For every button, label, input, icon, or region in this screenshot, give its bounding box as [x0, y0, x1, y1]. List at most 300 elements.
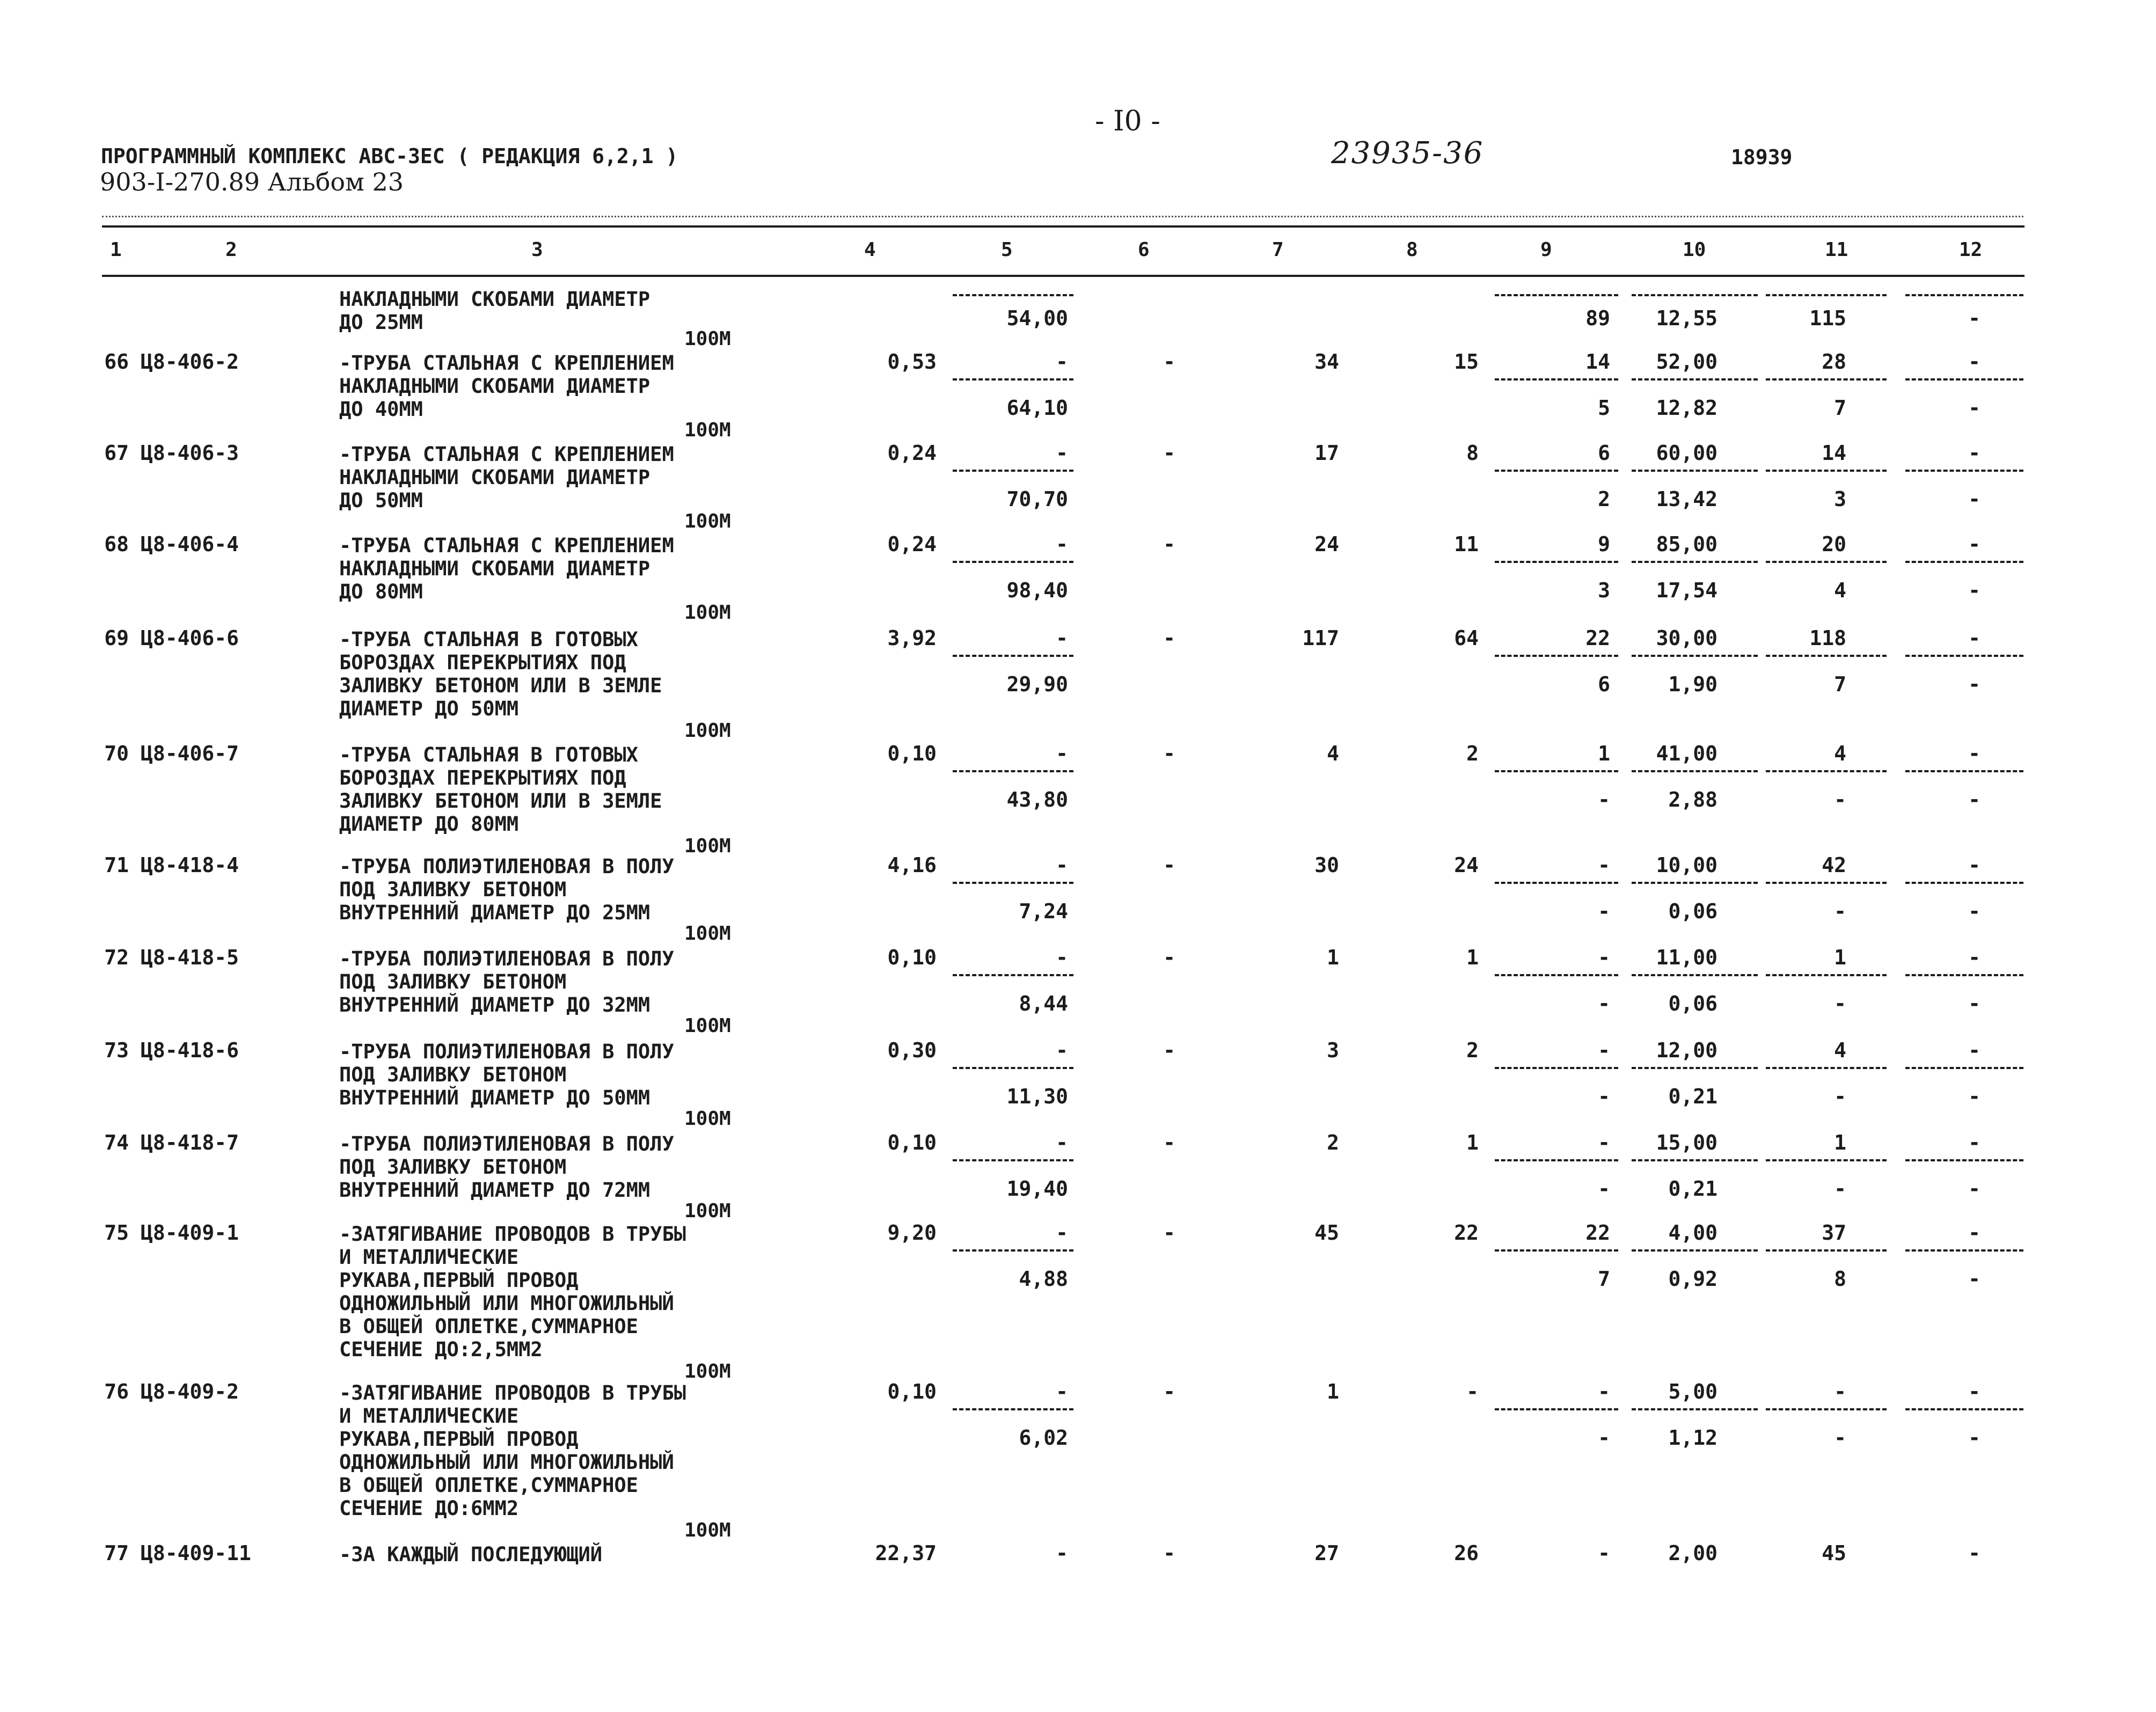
cell-col6: -: [1163, 853, 1175, 877]
fraction-line: [1766, 655, 1887, 657]
cell-col9-bottom: -: [1598, 1177, 1610, 1201]
row-description-line: ВНУТРЕННИЙ ДИАМЕТР ДО 25ММ: [339, 901, 651, 924]
row-number: 70: [104, 742, 129, 765]
fraction-line: [1766, 1067, 1887, 1069]
cell-col6: -: [1163, 350, 1175, 374]
cell-col11-top: 14: [1822, 441, 1846, 465]
cell-col8: 22: [1454, 1221, 1479, 1245]
cell-col12-top: -: [1968, 1131, 1980, 1154]
cell-col11-bottom: 8: [1834, 1267, 1846, 1291]
cell-col12-bottom: -: [1968, 899, 1980, 923]
cell-col6: -: [1163, 1221, 1175, 1245]
cell-col9-bottom: 3: [1598, 579, 1610, 602]
row-description-line: В ОБЩЕЙ ОПЛЕТКЕ,СУММАРНОЕ: [339, 1474, 638, 1497]
row-description-line: -ЗАТЯГИВАНИЕ ПРОВОДОВ В ТРУБЫ: [339, 1223, 686, 1246]
cell-col5-bottom: 7,24: [1019, 899, 1068, 923]
fraction-line: [1766, 974, 1887, 976]
unit-label: 100М: [684, 510, 731, 532]
cell-col11-top: 20: [1822, 532, 1846, 556]
fraction-line: [1495, 470, 1618, 472]
row-description-line: ВНУТРЕННИЙ ДИАМЕТР ДО 50ММ: [339, 1086, 651, 1109]
cell-col10-bottom: 12,55: [1656, 306, 1718, 330]
cell-col12-bottom: -: [1968, 1426, 1980, 1450]
fraction-line: [953, 655, 1073, 657]
album-label: 903-I-270.89 Альбом 23: [100, 167, 404, 196]
row-description-line: БОРОЗДАХ ПЕРЕКРЫТИЯХ ПОД: [339, 766, 626, 789]
fraction-line: [1905, 470, 2023, 472]
cell-col10-bottom: 0,06: [1668, 899, 1718, 923]
row-description-line: -ЗАТЯГИВАНИЕ ПРОВОДОВ В ТРУБЫ: [339, 1381, 686, 1404]
cell-col7: 34: [1314, 350, 1339, 374]
resource-code: Ц8-418-5: [141, 946, 239, 969]
cell-col11-bottom: -: [1834, 899, 1846, 923]
page-number: - I0 -: [1095, 105, 1160, 137]
cell-col5-top: -: [1056, 742, 1068, 765]
cell-col12-top: -: [1968, 1221, 1980, 1245]
cell-col5-bottom: 70,70: [1006, 487, 1068, 511]
cell-col5-top: -: [1056, 441, 1068, 465]
unit-label: 100М: [684, 602, 731, 624]
row-description-line: БОРОЗДАХ ПЕРЕКРЫТИЯХ ПОД: [339, 651, 626, 674]
row-number: 69: [104, 626, 129, 650]
fraction-line: [1905, 1159, 2023, 1161]
row-description-line: ОДНОЖИЛЬНЫЙ ИЛИ МНОГОЖИЛЬНЫЙ: [339, 1451, 674, 1474]
cell-col9-top: 22: [1585, 626, 1610, 650]
cell-col7: 27: [1314, 1541, 1339, 1565]
cell-col12-bottom: -: [1968, 672, 1980, 696]
column-header-12: 12: [1959, 239, 1983, 261]
fraction-line: [1905, 974, 2023, 976]
row-description-line: ВНУТРЕННИЙ ДИАМЕТР ДО 72ММ: [339, 1179, 651, 1202]
column-header-5: 5: [1001, 239, 1013, 261]
cell-col4: 0,24: [887, 441, 937, 465]
row-description-line: СЕЧЕНИЕ ДО:2,5ММ2: [339, 1338, 543, 1361]
cell-col10-top: 60,00: [1656, 441, 1718, 465]
cell-col5-bottom: 6,02: [1019, 1426, 1068, 1450]
cell-col12-top: -: [1968, 350, 1980, 374]
cell-col9-top: 6: [1598, 441, 1610, 465]
column-header-1: 1: [110, 239, 122, 261]
header-bottom-rule: [102, 275, 2025, 277]
cell-col5-top: -: [1056, 1380, 1068, 1403]
row-description-line: -ЗА КАЖДЫЙ ПОСЛЕДУЮЩИЙ: [339, 1543, 603, 1566]
column-header-3: 3: [531, 239, 543, 261]
resource-code: Ц8-406-2: [141, 350, 239, 374]
cell-col10-bottom: 17,54: [1656, 579, 1718, 602]
cell-col5-top: -: [1056, 532, 1068, 556]
fraction-line: [953, 1249, 1073, 1252]
fraction-line: [953, 1159, 1073, 1161]
fraction-line: [1495, 378, 1618, 381]
row-description-line: ЗАЛИВКУ БЕТОНОМ ИЛИ В ЗЕМЛЕ: [339, 789, 662, 813]
row-description-line: -ТРУБА СТАЛЬНАЯ В ГОТОВЫХ: [339, 743, 638, 766]
row-description-line: -ТРУБА СТАЛЬНАЯ С КРЕПЛЕНИЕМ: [339, 443, 674, 466]
fraction-line: [953, 470, 1073, 472]
cell-col9-top: -: [1598, 853, 1610, 877]
cell-col4: 0,30: [887, 1038, 937, 1062]
cell-col5-top: -: [1056, 946, 1068, 969]
row-description-line: СЕЧЕНИЕ ДО:6ММ2: [339, 1497, 519, 1520]
fraction-line: [953, 882, 1073, 884]
resource-code: Ц8-406-4: [141, 532, 239, 556]
unit-label: 100М: [684, 835, 731, 857]
cell-col11-top: 4: [1834, 1038, 1846, 1062]
row-number: 73: [104, 1038, 129, 1062]
resource-code: Ц8-409-1: [141, 1221, 239, 1245]
row-number: 66: [104, 350, 129, 374]
program-line: ПРОГРАММНЫЙ КОМПЛЕКС АВС-3ЕС ( РЕДАКЦИЯ 6,2,1 ): [101, 144, 678, 168]
fraction-line: [953, 378, 1073, 381]
row-description-line: НАКЛАДНЫМИ СКОБАМИ ДИАМЕТР: [339, 557, 651, 580]
cell-col11-top: 28: [1822, 350, 1846, 374]
fraction-line: [1905, 655, 2023, 657]
cell-col6: -: [1163, 626, 1175, 650]
row-description-line: ПОД ЗАЛИВКУ БЕТОНОМ: [339, 1155, 567, 1179]
row-description-line: ДИАМЕТР ДО 80ММ: [339, 813, 519, 836]
cell-col11-top: 1: [1834, 946, 1846, 969]
cell-col5-bottom: 19,40: [1006, 1177, 1068, 1201]
row-description-line: И МЕТАЛЛИЧЕСКИЕ: [339, 1246, 519, 1269]
fraction-line: [1632, 378, 1758, 381]
cell-col11-bottom: 7: [1834, 672, 1846, 696]
cell-col12-top: -: [1968, 1380, 1980, 1403]
fraction-line: [1632, 770, 1758, 772]
fraction-line: [1766, 1159, 1887, 1161]
cell-col12-top: -: [1968, 742, 1980, 765]
fraction-line: [1632, 1249, 1758, 1252]
cell-col12-bottom: -: [1968, 396, 1980, 420]
cell-col11-bottom: -: [1834, 788, 1846, 811]
row-description-line: И МЕТАЛЛИЧЕСКИЕ: [339, 1404, 519, 1428]
cell-col5-bottom: 64,10: [1006, 396, 1068, 420]
header-top-rule: [102, 225, 2025, 228]
cell-col7: 3: [1327, 1038, 1339, 1062]
cell-col9-top: -: [1598, 1038, 1610, 1062]
cell-col6: -: [1163, 1038, 1175, 1062]
row-number: 72: [104, 946, 129, 969]
unit-label: 100М: [684, 1360, 731, 1382]
cell-col11-bottom: -: [1834, 1426, 1846, 1450]
fraction-line: [1766, 882, 1887, 884]
cell-col11-top: 1: [1834, 1131, 1846, 1154]
fraction-line: [1495, 974, 1618, 976]
cell-col5-top: -: [1056, 1541, 1068, 1565]
cell-col9-top: 14: [1585, 350, 1610, 374]
cell-col9-top: -: [1598, 1541, 1610, 1565]
cell-col6: -: [1163, 441, 1175, 465]
fraction-line: [1905, 294, 2023, 296]
cell-col10-bottom: 13,42: [1656, 487, 1718, 511]
fraction-line: [1905, 882, 2023, 884]
row-description-line: РУКАВА,ПЕРВЫЙ ПРОВОД: [339, 1428, 579, 1451]
cell-col4: 0,24: [887, 532, 937, 556]
row-number: 71: [104, 853, 129, 877]
fraction-line: [1766, 1408, 1887, 1410]
cell-col8: 1: [1466, 1131, 1479, 1154]
cell-col9-bottom: 5: [1598, 396, 1610, 420]
cell-col10-top: 85,00: [1656, 532, 1718, 556]
cell-col11-bottom: 3: [1834, 487, 1846, 511]
cell-col7: 17: [1314, 441, 1339, 465]
row-number: 76: [104, 1380, 129, 1403]
row-number: 75: [104, 1221, 129, 1245]
cell-col4: 0,10: [887, 1131, 937, 1154]
cell-col9-bottom: -: [1598, 1085, 1610, 1108]
cell-col12-bottom: -: [1968, 1177, 1980, 1201]
cell-col10-bottom: 0,06: [1668, 992, 1718, 1015]
fraction-line: [1766, 470, 1887, 472]
fraction-line: [953, 561, 1073, 563]
fraction-line: [953, 294, 1073, 296]
resource-code: Ц8-406-7: [141, 742, 239, 765]
cell-col11-top: 37: [1822, 1221, 1846, 1245]
cell-col9-bottom: 7: [1598, 1267, 1610, 1291]
fraction-line: [1632, 974, 1758, 976]
unit-label: 100М: [684, 720, 731, 742]
cell-col10-top: 2,00: [1668, 1541, 1718, 1565]
cell-col4: 0,53: [887, 350, 937, 374]
cell-col11-bottom: 4: [1834, 579, 1846, 602]
cell-col9-bottom: -: [1598, 992, 1610, 1015]
row-description-line: -ТРУБА ПОЛИЭТИЛЕНОВАЯ В ПОЛУ: [339, 855, 674, 878]
cell-col7: 24: [1314, 532, 1339, 556]
fraction-line: [1905, 1249, 2023, 1252]
cell-col6: -: [1163, 1380, 1175, 1403]
cell-col6: -: [1163, 946, 1175, 969]
column-header-9: 9: [1540, 239, 1552, 261]
cell-col10-bottom: 1,90: [1668, 672, 1718, 696]
row-number: 74: [104, 1131, 129, 1154]
cell-col12-bottom: -: [1968, 579, 1980, 602]
fraction-line: [1495, 882, 1618, 884]
cell-col10-top: 15,00: [1656, 1131, 1718, 1154]
fraction-line: [1632, 1408, 1758, 1410]
row-number: 77: [104, 1541, 129, 1565]
cell-col9-top: 22: [1585, 1221, 1610, 1245]
cell-col7: 4: [1327, 742, 1339, 765]
unit-label: 100М: [684, 923, 731, 945]
unit-label: 100М: [684, 419, 731, 441]
resource-code: Ц8-418-6: [141, 1038, 239, 1062]
cell-col8: 24: [1454, 853, 1479, 877]
cell-col12-top: -: [1968, 441, 1980, 465]
unit-label: 100М: [684, 1200, 731, 1222]
unit-label: 100М: [684, 1015, 731, 1037]
cell-col9-top: -: [1598, 1380, 1610, 1403]
fraction-line: [1905, 770, 2023, 772]
row-description-line: ДО 25ММ: [339, 311, 423, 334]
cell-col9-top: 9: [1598, 532, 1610, 556]
cell-col12-top: -: [1968, 626, 1980, 650]
row-description-line: ЗАЛИВКУ БЕТОНОМ ИЛИ В ЗЕМЛЕ: [339, 674, 662, 697]
cell-col5-bottom: 43,80: [1006, 788, 1068, 811]
cell-col7: 117: [1302, 626, 1339, 650]
cell-col11-top: 118: [1809, 626, 1846, 650]
cell-col7: 1: [1327, 1380, 1339, 1403]
fraction-line: [1632, 882, 1758, 884]
cell-col4: 22,37: [875, 1541, 937, 1565]
fraction-line: [1766, 294, 1887, 296]
cell-col7: 45: [1314, 1221, 1339, 1245]
cell-col10-bottom: 0,92: [1668, 1267, 1718, 1291]
row-description-line: НАКЛАДНЫМИ СКОБАМИ ДИАМЕТР: [339, 288, 651, 311]
cell-col11-top: -: [1834, 1380, 1846, 1403]
unit-label: 100М: [684, 1108, 731, 1130]
fraction-line: [1495, 770, 1618, 772]
cell-col5-top: -: [1056, 853, 1068, 877]
cell-col11-bottom: -: [1834, 1177, 1846, 1201]
fraction-line: [1632, 470, 1758, 472]
cell-col9-top: 1: [1598, 742, 1610, 765]
column-header-4: 4: [864, 239, 876, 261]
fraction-line: [1905, 378, 2023, 381]
row-description-line: ДО 40ММ: [339, 398, 423, 421]
cell-col11-top: 4: [1834, 742, 1846, 765]
fraction-line: [1905, 1067, 2023, 1069]
cell-col11-top: 45: [1822, 1541, 1846, 1565]
cell-col7: 2: [1327, 1131, 1339, 1154]
cell-col10-top: 12,00: [1656, 1038, 1718, 1062]
cell-col10-top: 30,00: [1656, 626, 1718, 650]
row-description-line: ДИАМЕТР ДО 50ММ: [339, 697, 519, 720]
cell-col10-top: 4,00: [1668, 1221, 1718, 1245]
resource-code: Ц8-418-7: [141, 1131, 239, 1154]
cell-col5-bottom: 8,44: [1019, 992, 1068, 1015]
cell-col5-top: -: [1056, 1038, 1068, 1062]
cell-col4: 0,10: [887, 742, 937, 765]
fraction-line: [953, 770, 1073, 772]
cell-col6: -: [1163, 742, 1175, 765]
row-description-line: ВНУТРЕННИЙ ДИАМЕТР ДО 32ММ: [339, 993, 651, 1016]
cell-col10-bottom: 0,21: [1668, 1085, 1718, 1108]
row-description-line: НАКЛАДНЫМИ СКОБАМИ ДИАМЕТР: [339, 375, 651, 398]
cell-col6: -: [1163, 532, 1175, 556]
cell-col8: 11: [1454, 532, 1479, 556]
column-header-2: 2: [225, 239, 237, 261]
cell-col8: -: [1466, 1380, 1479, 1403]
cell-col9-top: -: [1598, 946, 1610, 969]
resource-code: Ц8-406-3: [141, 441, 239, 465]
cell-col10-bottom: 0,21: [1668, 1177, 1718, 1201]
cell-col5-top: -: [1056, 1221, 1068, 1245]
fraction-line: [1495, 655, 1618, 657]
cell-col5-bottom: 29,90: [1006, 672, 1068, 696]
row-description-line: ПОД ЗАЛИВКУ БЕТОНОМ: [339, 878, 567, 901]
cell-col12-bottom: -: [1968, 487, 1980, 511]
cell-col12-top: -: [1968, 1541, 1980, 1565]
cell-col8: 2: [1466, 1038, 1479, 1062]
fraction-line: [1632, 1159, 1758, 1161]
cell-col7: 30: [1314, 853, 1339, 877]
cell-col10-top: 10,00: [1656, 853, 1718, 877]
row-description-line: -ТРУБА ПОЛИЭТИЛЕНОВАЯ В ПОЛУ: [339, 1132, 674, 1155]
row-description-line: -ТРУБА ПОЛИЭТИЛЕНОВАЯ В ПОЛУ: [339, 947, 674, 970]
cell-col9-bottom: 2: [1598, 487, 1610, 511]
cell-col10-top: 11,00: [1656, 946, 1718, 969]
resource-code: Ц8-406-6: [141, 626, 239, 650]
unit-label: 100М: [684, 1519, 731, 1541]
cell-col9-bottom: 89: [1585, 306, 1610, 330]
resource-code: Ц8-409-2: [141, 1380, 239, 1403]
cell-col4: 9,20: [887, 1221, 937, 1245]
cell-col7: 1: [1327, 946, 1339, 969]
fraction-line: [953, 1067, 1073, 1069]
fraction-line: [1495, 1159, 1618, 1161]
resource-code: Ц8-409-11: [141, 1541, 251, 1565]
column-header-8: 8: [1406, 239, 1418, 261]
fraction-line: [1766, 770, 1887, 772]
cell-col11-top: 42: [1822, 853, 1846, 877]
cell-col10-bottom: 1,12: [1668, 1426, 1718, 1450]
column-header-10: 10: [1683, 239, 1706, 261]
cell-col4: 4,16: [887, 853, 937, 877]
row-description-line: -ТРУБА СТАЛЬНАЯ С КРЕПЛЕНИЕМ: [339, 534, 674, 557]
cell-col8: 26: [1454, 1541, 1479, 1565]
cell-col12-top: -: [1968, 853, 1980, 877]
cell-col5-top: -: [1056, 626, 1068, 650]
cell-col10-top: 52,00: [1656, 350, 1718, 374]
header-dotted-rule: [102, 216, 2023, 217]
fraction-line: [1905, 1408, 2023, 1410]
cell-col9-bottom: 6: [1598, 672, 1610, 696]
fraction-line: [1766, 561, 1887, 563]
row-description-line: НАКЛАДНЫМИ СКОБАМИ ДИАМЕТР: [339, 466, 651, 489]
fraction-line: [1905, 561, 2023, 563]
cell-col9-bottom: -: [1598, 899, 1610, 923]
cell-col4: 0,10: [887, 1380, 937, 1403]
cell-col9-bottom: -: [1598, 1426, 1610, 1450]
cell-col10-bottom: 2,88: [1668, 788, 1718, 811]
row-description-line: ДО 50ММ: [339, 489, 423, 512]
row-description-line: -ТРУБА СТАЛЬНАЯ С КРЕПЛЕНИЕМ: [339, 352, 674, 375]
cell-col12-top: -: [1968, 1038, 1980, 1062]
cell-col6: -: [1163, 1541, 1175, 1565]
row-number: 68: [104, 532, 129, 556]
fraction-line: [1495, 1249, 1618, 1252]
fraction-line: [1495, 294, 1618, 296]
cell-col6: -: [1163, 1131, 1175, 1154]
row-description-line: ПОД ЗАЛИВКУ БЕТОНОМ: [339, 970, 567, 993]
cell-col11-bottom: -: [1834, 992, 1846, 1015]
handwritten-number: 23935-36: [1331, 136, 1484, 171]
cell-col5-bottom: 98,40: [1006, 579, 1068, 602]
cell-col12-bottom: -: [1968, 788, 1980, 811]
cell-col5-bottom: 11,30: [1006, 1085, 1068, 1108]
cell-col8: 2: [1466, 742, 1479, 765]
cell-col5-bottom: 4,88: [1019, 1267, 1068, 1291]
row-description-line: ДО 80ММ: [339, 580, 423, 603]
cell-col8: 64: [1454, 626, 1479, 650]
cell-col5-bottom: 54,00: [1006, 306, 1068, 330]
row-description-line: ОДНОЖИЛЬНЫЙ ИЛИ МНОГОЖИЛЬНЫЙ: [339, 1292, 674, 1315]
row-description-line: -ТРУБА ПОЛИЭТИЛЕНОВАЯ В ПОЛУ: [339, 1040, 674, 1063]
column-header-6: 6: [1138, 239, 1150, 261]
fraction-line: [1495, 561, 1618, 563]
cell-col12-bottom: -: [1968, 992, 1980, 1015]
fraction-line: [1495, 1067, 1618, 1069]
cell-col11-bottom: -: [1834, 1085, 1846, 1108]
cell-col11-bottom: 7: [1834, 396, 1846, 420]
cell-col11-bottom: 115: [1809, 306, 1846, 330]
fraction-line: [1495, 1408, 1618, 1410]
unit-label: 100М: [684, 328, 731, 350]
cell-col4: 0,10: [887, 946, 937, 969]
cell-col5-top: -: [1056, 1131, 1068, 1154]
cell-col12-bottom: -: [1968, 1085, 1980, 1108]
row-description-line: РУКАВА,ПЕРВЫЙ ПРОВОД: [339, 1269, 579, 1292]
cell-col10-top: 41,00: [1656, 742, 1718, 765]
cell-col12-bottom: -: [1968, 306, 1980, 330]
